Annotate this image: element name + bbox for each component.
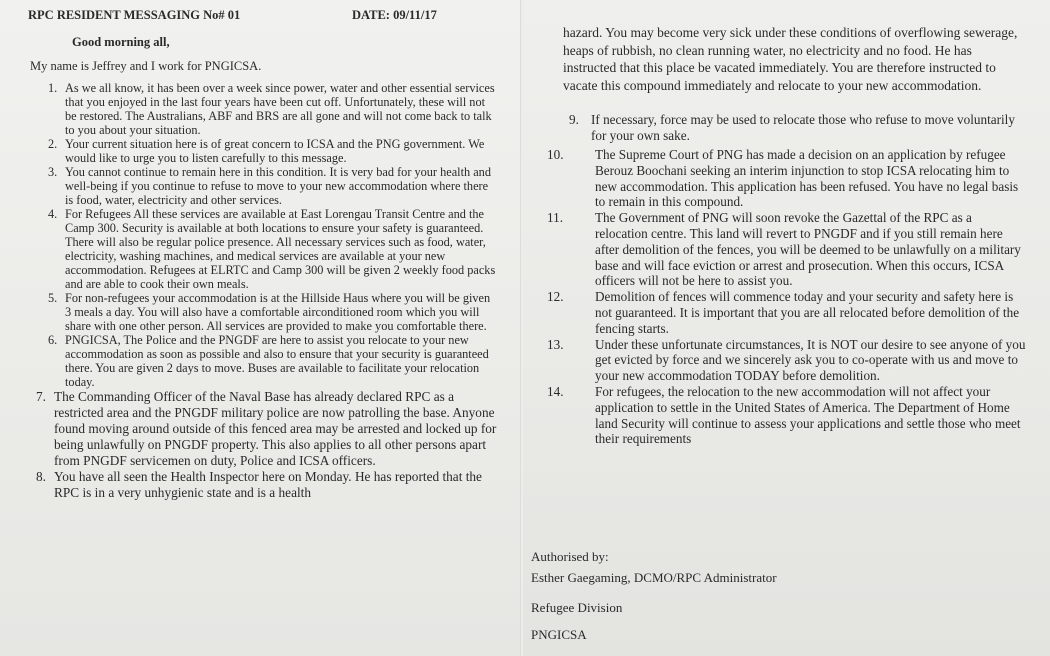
document-date: DATE: 09/11/17 — [352, 8, 437, 22]
authorised-label: Authorised by: — [531, 549, 609, 564]
list-item-2 — [28, 137, 498, 165]
item-8-continuation: hazard. You may become very sick under these conditions of overflowing sewerage, heaps of rubbish, no clean running water, no electricity and no food. He has instructed that this place be vacated immediately. You are therefore instructed to vacate this compound immediately and relocate to your new accommodation. — [563, 25, 1018, 93]
authoriser-name: Esther Gaegaming, DCMO/RPC Administrator — [531, 570, 777, 585]
item-number: 13. — [547, 336, 564, 352]
item-number: 9. — [569, 112, 579, 127]
item-text: Demolition of fences will commence today and your security and safety here is not guaranteed. It is important that you are all relocated before demolition of the fencing starts. — [595, 289, 1020, 336]
authoriser-division: Refugee Division — [531, 600, 623, 615]
list-item-1 — [28, 81, 498, 137]
item-text: Under these unfortunate circumstances, It is NOT our desire to see anyone of you get evicted by force and we sincerely ask you to co-operate with us and move to your new accommodation TODAY before demolition. — [595, 336, 1026, 384]
list-item-8 — [28, 469, 498, 501]
item-number: 5. — [48, 291, 58, 305]
item-text: The Government of PNG will soon revoke the Gazettal of the RPC as a relocation centre. This land will revert to PNGDF and if you still remain here after demolition of the fences, you will be deemed to be unlawfully on a military base and will face eviction or arrest and prosecution. When this occurs, ICSA officers will not be here to assist you. — [595, 210, 1021, 289]
item-text: You cannot continue to remain here in this condition. It is very bad for your health and well-being if you continue to refuse to move to your new accommodation where there is food, water, electricity and other services. — [65, 165, 491, 207]
list-item-14 — [547, 384, 1027, 447]
item-number: 2. — [48, 137, 58, 151]
list-item-10 — [547, 147, 1027, 210]
list-item-12 — [547, 289, 1027, 336]
item-text: The Commanding Officer of the Naval Base has already declared RPC as a restricted area and the PNGDF military police are now patrolling the base. Anyone found moving around outside of this fenced area may be arrested and locked up for being unlawfully on PNGDF property. This also applies to all other persons apart from PNGDF servicemen on duty, Police and ICSA officers. — [54, 389, 497, 468]
item-number: 7. — [36, 389, 46, 404]
list-item-5 — [28, 291, 498, 333]
item-number: 6. — [48, 333, 58, 347]
intro-line: My name is Jeffrey and I work for PNGICSA. — [30, 59, 262, 73]
item-text: As we all know, it has been over a week since power, water and other essential services that you enjoyed in the last four years have been cut off. Unfortunately, these will not be restored. The Australians, ABF and BRS are all gone and will not come back to talk to you about your situation. — [65, 81, 495, 137]
document-title: RPC RESIDENT MESSAGING No# 01 — [28, 8, 241, 22]
greeting: Good morning all, — [72, 35, 170, 49]
list-item-9 — [547, 112, 1027, 144]
item-number: 4. — [48, 207, 58, 221]
item-text: For refugees, the relocation to the new accommodation will not affect your application to settle in the United States of America. The Department of Home land Security will continue to assess your applications and settle those who meet their requirements — [595, 383, 1021, 447]
item-text: PNGICSA, The Police and the PNGDF are here to assist you relocate to your new accommodation as soon as possible and also to ensure that your security is guaranteed there. You are given 2 days to move. Buses are available to facilitate your relocation today. — [65, 333, 489, 389]
item-text: For non-refugees your accommodation is at the Hillside Haus where you will be given 3 meals a day. You will also have a comfortable airconditioned room which you will share with one other person. All services are provided to make you comfortable there. — [65, 291, 491, 333]
numbered-list-continued — [547, 112, 1027, 144]
item-text: Your current situation here is of great concern to ICSA and the PNG government. We would like to urge you to listen carefully to this message. — [65, 137, 485, 165]
list-item-3 — [28, 165, 498, 207]
list-item-11 — [547, 210, 1027, 289]
item-text: If necessary, force may be used to relocate those who refuse to move voluntarily for your own sake. — [591, 112, 1015, 143]
item-number: 14. — [547, 383, 564, 399]
item-number: 3. — [48, 165, 58, 179]
list-item-4 — [28, 207, 498, 291]
list-item-13 — [547, 337, 1027, 384]
item-number: 12. — [547, 289, 564, 305]
numbered-list — [28, 81, 498, 501]
numbered-list-continued-2 — [547, 147, 1027, 447]
list-item-6 — [28, 333, 498, 389]
item-number: 11. — [547, 210, 563, 226]
list-item-7 — [28, 389, 498, 469]
item-number: 10. — [547, 147, 564, 162]
item-text: For Refugees All these services are available at East Lorengau Transit Centre and the Camp 300. Security is available at both locations to ensure your safety is guaranteed. There will also be regular police presence. All necessary services such as food, water, electricity, washing machines, and medical services are available at your new accommodation. Refugees at ELRTC and Camp 300 will be given 2 weekly food packs and are able to cook their own meals. — [65, 207, 496, 291]
item-number: 1. — [48, 81, 58, 95]
authoriser-organisation: PNGICSA — [531, 627, 587, 642]
right-page — [523, 0, 1050, 656]
left-page — [0, 0, 521, 656]
item-number: 8. — [36, 469, 46, 484]
item-text: You have all seen the Health Inspector here on Monday. He has reported that the RPC is in a very unhygienic state and is a health — [54, 469, 482, 500]
item-text: The Supreme Court of PNG has made a decision on an application by refugee Berouz Boochani seeking an interim injunction to stop ICSA relocating him to new accommodation. This application has been refused. You have no legal basis to remain in this compound. — [595, 147, 1019, 210]
